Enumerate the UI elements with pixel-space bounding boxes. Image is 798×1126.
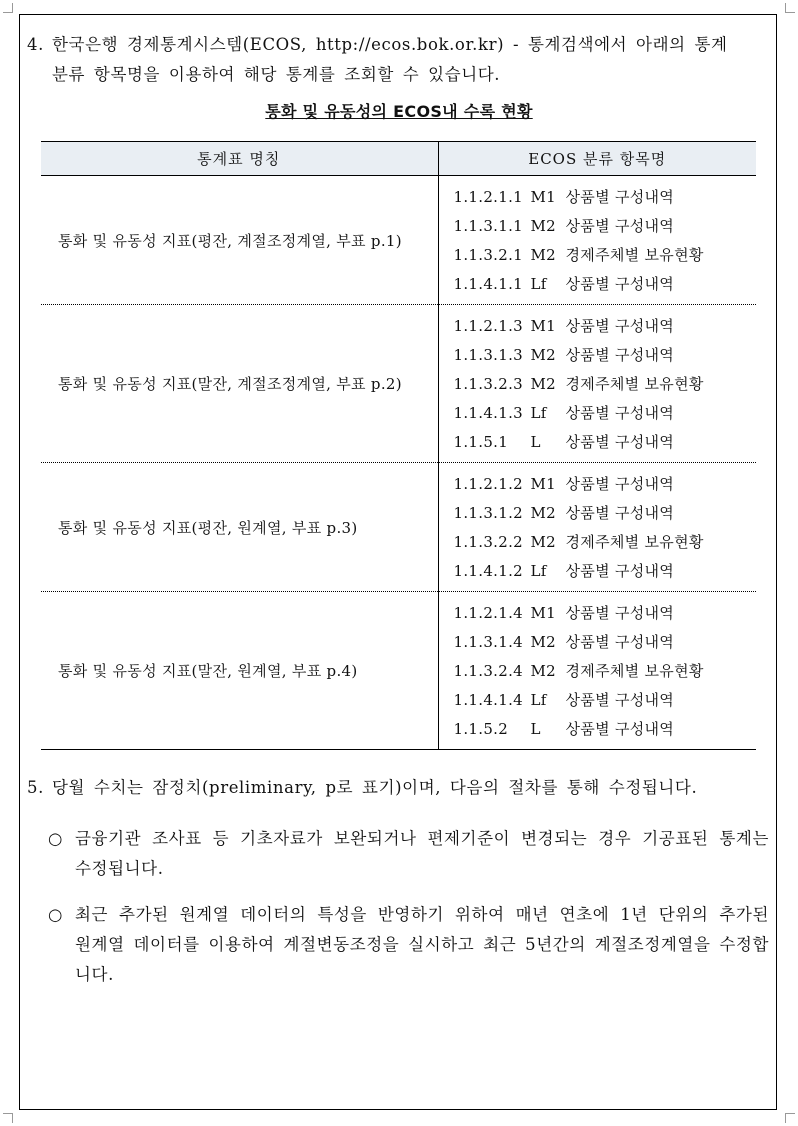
code-description: 상품별 구성내역: [565, 562, 675, 580]
code-description: 상품별 구성내역: [565, 188, 675, 206]
bullet-text-2: 최근 추가된 원계열 데이터의 특성을 반영하기 위하여 매년 연초에 1년 단위의 추가된 원계열 데이터를 이용하여 계절변동조정을 실시하고 최근 5년간의 계절조정계열을 수정합니다.: [75, 905, 769, 984]
code-category: M1: [530, 188, 557, 206]
code-number: 1.1.3.1.3: [453, 346, 523, 364]
code-number: 1.1.5.2: [453, 720, 509, 738]
code-description: 상품별 구성내역: [565, 275, 675, 293]
code-category: M2: [530, 533, 557, 551]
section-5-number: 5.: [27, 778, 44, 797]
code-description: 상품별 구성내역: [565, 346, 675, 364]
code-number: 1.1.3.2.3: [453, 375, 523, 393]
code-description: 상품별 구성내역: [565, 691, 675, 709]
table-name-cell: 통화 및 유동성 지표(말잔, 원계열, 부표 p.4): [41, 592, 438, 750]
code-description: 상품별 구성내역: [565, 604, 675, 622]
code-category: Lf: [530, 562, 547, 580]
code-number: 1.1.3.1.1: [453, 217, 523, 235]
code-line: [454, 528, 757, 557]
code-number: 1.1.4.1.4: [453, 691, 523, 709]
bullet-item-1: [48, 824, 769, 884]
header-ecos-item: ECOS 분류 항목명: [438, 142, 756, 176]
section-4-text-line2: 분류 항목명을 이용하여 해당 통계를 조회할 수 있습니다.: [52, 65, 501, 84]
code-line: [454, 715, 757, 744]
code-number: 1.1.4.1.2: [453, 562, 523, 580]
code-category: L: [530, 433, 541, 451]
code-category: Lf: [530, 275, 547, 293]
code-category: M2: [530, 504, 557, 522]
code-description: 상품별 구성내역: [565, 404, 675, 422]
code-line: [454, 657, 757, 686]
header-table-name: 통계표 명칭: [41, 142, 438, 176]
code-description: 상품별 구성내역: [565, 720, 675, 738]
code-line: [454, 312, 757, 341]
code-line: [454, 183, 757, 212]
table-row: [41, 176, 756, 305]
code-line: [454, 270, 757, 299]
ecos-codes-cell: [438, 463, 756, 592]
code-number: 1.1.2.1.4: [453, 604, 523, 622]
section-4-text-line1: 한국은행 경제통계시스템(ECOS, http://ecos.bok.or.kr) - 통계검색에서 아래의 통계: [52, 35, 728, 54]
code-category: M1: [530, 475, 557, 493]
code-line: [454, 341, 757, 370]
code-line: [454, 212, 757, 241]
crop-mark-bottom-right: [785, 1113, 795, 1123]
code-number: 1.1.3.1.2: [453, 504, 523, 522]
bullet-text-1: 금융기관 조사표 등 기초자료가 보완되거나 편제기준이 변경되는 경우 기공표된 통계는 수정됩니다.: [75, 829, 769, 878]
code-description: 상품별 구성내역: [565, 633, 675, 651]
table-row: [41, 592, 756, 750]
code-description: 상품별 구성내역: [565, 504, 675, 522]
crop-mark-top-right: [785, 3, 795, 13]
code-number: 1.1.5.1: [453, 433, 509, 451]
code-category: Lf: [530, 691, 547, 709]
table-title: 통화 및 유동성의 ECOS내 수록 현황: [265, 102, 533, 121]
code-line: [454, 399, 757, 428]
table-header-row: [41, 142, 756, 176]
table-name-cell: 통화 및 유동성 지표(말잔, 계절조정계열, 부표 p.2): [41, 305, 438, 463]
table-body: [41, 176, 756, 750]
code-list: [439, 305, 757, 462]
code-number: 1.1.4.1.3: [453, 404, 523, 422]
code-number: 1.1.2.1.3: [453, 317, 523, 335]
code-description: 경제주체별 보유현황: [565, 246, 704, 264]
ecos-codes-cell: [438, 305, 756, 463]
code-list: [439, 463, 757, 591]
code-category: M2: [530, 662, 557, 680]
crop-mark-bottom-left: [3, 1113, 13, 1123]
code-category: M2: [530, 633, 557, 651]
code-description: 경제주체별 보유현황: [565, 662, 704, 680]
code-number: 1.1.4.1.1: [453, 275, 523, 293]
code-category: M1: [530, 604, 557, 622]
code-line: [454, 557, 757, 586]
code-category: M2: [530, 246, 557, 264]
code-number: 1.1.3.1.4: [453, 633, 523, 651]
code-number: 1.1.3.2.4: [453, 662, 523, 680]
code-line: [454, 628, 757, 657]
code-line: [454, 599, 757, 628]
code-list: [439, 592, 757, 749]
code-number: 1.1.3.2.1: [453, 246, 523, 264]
code-category: L: [530, 720, 541, 738]
code-description: 경제주체별 보유현황: [565, 533, 704, 551]
section-4-paragraph: [27, 30, 769, 90]
section-5-text: 당월 수치는 잠정치(preliminary, p로 표기)이며, 다음의 절차를 통해 수정됩니다.: [52, 778, 698, 797]
code-line: [454, 428, 757, 457]
code-line: [454, 370, 757, 399]
code-category: M2: [530, 375, 557, 393]
code-line: [454, 241, 757, 270]
ecos-codes-cell: [438, 592, 756, 750]
table-row: [41, 463, 756, 592]
section-5-paragraph: [27, 773, 769, 803]
table-name-cell: 통화 및 유동성 지표(평잔, 원계열, 부표 p.3): [41, 463, 438, 592]
bullet-circle-icon: ○: [48, 905, 63, 924]
code-description: 상품별 구성내역: [565, 217, 675, 235]
table-row: [41, 305, 756, 463]
code-category: Lf: [530, 404, 547, 422]
code-line: [454, 499, 757, 528]
code-number: 1.1.2.1.2: [453, 475, 523, 493]
code-list: [439, 176, 757, 304]
ecos-table: [41, 141, 756, 750]
code-description: 상품별 구성내역: [565, 475, 675, 493]
section-4-number: 4.: [27, 35, 44, 54]
ecos-codes-cell: [438, 176, 756, 305]
crop-mark-top-left: [3, 3, 13, 13]
table-name-cell: 통화 및 유동성 지표(평잔, 계절조정계열, 부표 p.1): [41, 176, 438, 305]
bullet-item-2: [48, 900, 769, 990]
bullet-circle-icon: ○: [48, 829, 63, 848]
code-category: M2: [530, 346, 557, 364]
code-line: [454, 686, 757, 715]
code-category: M1: [530, 317, 557, 335]
code-description: 경제주체별 보유현황: [565, 375, 704, 393]
code-category: M2: [530, 217, 557, 235]
code-number: 1.1.3.2.2: [453, 533, 523, 551]
code-description: 상품별 구성내역: [565, 317, 675, 335]
code-number: 1.1.2.1.1: [453, 188, 523, 206]
code-line: [454, 470, 757, 499]
code-description: 상품별 구성내역: [565, 433, 675, 451]
